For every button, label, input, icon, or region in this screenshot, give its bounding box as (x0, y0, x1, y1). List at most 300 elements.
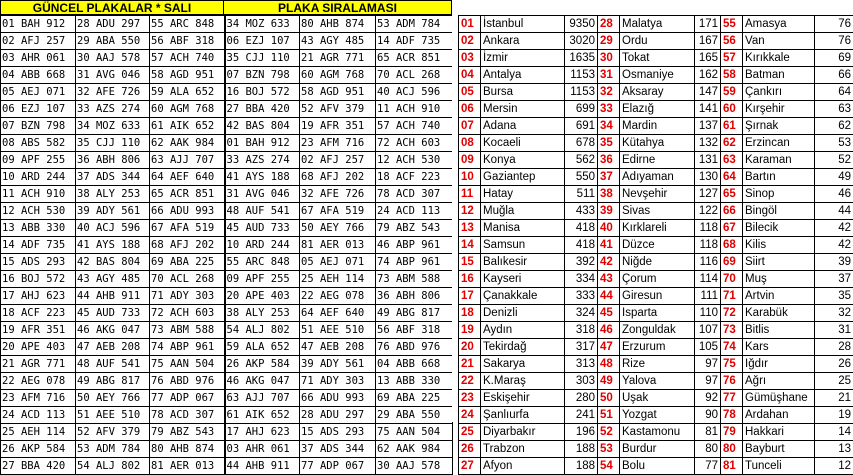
rank-number: 66 (721, 203, 743, 220)
plate-cell: 50 AEY 766 (300, 220, 376, 237)
city-name: Yalova (620, 373, 695, 390)
ranking-row (459, 33, 853, 50)
plate-count: 116 (695, 254, 721, 271)
city-name: Hakkari (743, 424, 815, 441)
ranking-row (459, 305, 853, 322)
plate-cell: 20 APE 403 (1, 339, 76, 356)
plate-count: 511 (565, 186, 598, 203)
rank-number: 52 (598, 424, 620, 441)
plate-count: 53 (815, 135, 853, 152)
plate-cell: 08 ABS 582 (1, 135, 76, 152)
plate-count: 699 (565, 101, 598, 118)
plate-cell: 07 BZN 798 (1, 118, 76, 135)
plate-count: 313 (565, 356, 598, 373)
plate-cell: 07 BZN 798 (225, 67, 300, 84)
city-name: Bursa (481, 84, 565, 101)
plate-cell: 51 AEE 510 (76, 407, 150, 424)
plate-cell: 58 AGD 951 (150, 67, 225, 84)
plate-cell: 13 ABB 330 (376, 373, 453, 390)
plate-cell: 13 ABB 330 (1, 220, 76, 237)
rank-number: 60 (721, 101, 743, 118)
rank-number: 63 (721, 152, 743, 169)
rank-number: 67 (721, 220, 743, 237)
city-name: Erzincan (743, 135, 815, 152)
city-name: Afyon (481, 458, 565, 475)
plate-cell: 72 ACH 603 (150, 305, 225, 322)
city-name: Siirt (743, 254, 815, 271)
rank-number: 27 (459, 458, 481, 475)
plate-cell: 45 AUD 733 (76, 305, 150, 322)
rank-number: 68 (721, 237, 743, 254)
plate-count: 141 (695, 101, 721, 118)
plate-cell: 74 ABP 961 (376, 254, 453, 271)
plate-count: 1635 (565, 50, 598, 67)
plate-row (1, 33, 453, 50)
rank-number: 73 (721, 322, 743, 339)
plate-cell: 71 ADY 303 (300, 373, 376, 390)
ranking-row (459, 271, 853, 288)
ranking-row (459, 441, 853, 458)
plate-cell: 19 AFR 351 (1, 322, 76, 339)
plate-cell: 11 ACH 910 (1, 186, 76, 203)
plate-count: 280 (565, 390, 598, 407)
plate-count: 62 (815, 118, 853, 135)
city-name: Ordu (620, 33, 695, 50)
city-name: Tekirdağ (481, 339, 565, 356)
rank-number: 47 (598, 339, 620, 356)
plate-count: 81 (695, 424, 721, 441)
plate-cell: 49 ABG 817 (376, 305, 453, 322)
plate-cell: 37 ADS 344 (76, 169, 150, 186)
plate-cell: 11 ACH 910 (376, 101, 453, 118)
city-name: Kastamonu (620, 424, 695, 441)
city-name: Diyarbakır (481, 424, 565, 441)
plate-cell: 53 ADM 784 (376, 16, 453, 33)
plate-cell: 39 ADY 561 (76, 203, 150, 220)
plate-cell: 43 AGY 485 (76, 271, 150, 288)
city-name: Kırşehir (743, 101, 815, 118)
plate-count: 691 (565, 118, 598, 135)
plate-cell: 73 ABM 588 (376, 271, 453, 288)
plate-count: 111 (695, 288, 721, 305)
city-name: Şırnak (743, 118, 815, 135)
plate-cell: 34 MOZ 633 (225, 16, 300, 33)
rank-number: 61 (721, 118, 743, 135)
plate-cell: 32 AFE 726 (76, 84, 150, 101)
city-name: Amasya (743, 16, 815, 33)
plate-count: 114 (695, 271, 721, 288)
plate-cell: 06 EZJ 107 (1, 101, 76, 118)
plate-row (1, 254, 453, 271)
rank-number: 10 (459, 169, 481, 186)
city-name: Aydın (481, 322, 565, 339)
plate-cell: 41 AYS 188 (76, 237, 150, 254)
rank-number: 36 (598, 152, 620, 169)
plate-row (1, 458, 453, 475)
plate-count: 76 (815, 33, 853, 50)
plate-cell: 48 AUF 541 (225, 203, 300, 220)
rank-number: 58 (721, 67, 743, 84)
rank-number: 62 (721, 135, 743, 152)
rank-number: 03 (459, 50, 481, 67)
plate-count: 131 (695, 152, 721, 169)
plate-cell: 74 ABP 961 (150, 339, 225, 356)
rank-number: 16 (459, 271, 481, 288)
ranking-row (459, 254, 853, 271)
city-name: Bayburt (743, 441, 815, 458)
plate-ranking-title: PLAKA SIRALAMASI (223, 0, 452, 15)
plate-count: 147 (695, 84, 721, 101)
plate-cell: 38 ALY 253 (76, 186, 150, 203)
city-name: Ardahan (743, 407, 815, 424)
plate-count: 26 (815, 356, 853, 373)
city-name: Ankara (481, 33, 565, 50)
plate-count: 14 (815, 424, 853, 441)
ranking-row (459, 390, 853, 407)
city-name: Eskişehir (481, 390, 565, 407)
plate-row (1, 135, 453, 152)
city-name: Kırıkkale (743, 50, 815, 67)
city-name: Tokat (620, 50, 695, 67)
plate-cell: 46 AKG 047 (225, 373, 300, 390)
plate-cell: 04 ABB 668 (376, 356, 453, 373)
rank-number: 41 (598, 237, 620, 254)
plate-count: 19 (815, 407, 853, 424)
rank-number: 33 (598, 101, 620, 118)
rank-number: 76 (721, 373, 743, 390)
plate-cell: 18 ACF 223 (376, 169, 453, 186)
rank-number: 22 (459, 373, 481, 390)
plate-count: 97 (695, 356, 721, 373)
rank-number: 09 (459, 152, 481, 169)
plate-cell: 04 ABB 668 (1, 67, 76, 84)
plate-row (1, 186, 453, 203)
rank-number: 43 (598, 271, 620, 288)
rank-number: 12 (459, 203, 481, 220)
ranking-row (459, 118, 853, 135)
rank-number: 05 (459, 84, 481, 101)
city-name: Balıkesir (481, 254, 565, 271)
city-name: Muğla (481, 203, 565, 220)
plate-cell: 72 ACH 603 (376, 135, 453, 152)
plate-cell: 64 AEF 640 (300, 305, 376, 322)
city-name: Iğdır (743, 356, 815, 373)
ranking-row (459, 356, 853, 373)
plate-count: 32 (815, 305, 853, 322)
plate-cell: 23 AFM 716 (300, 135, 376, 152)
city-name: Bilecik (743, 220, 815, 237)
plate-cell: 76 ABD 976 (376, 339, 453, 356)
rank-number: 78 (721, 407, 743, 424)
city-name: Kars (743, 339, 815, 356)
plate-count: 132 (695, 135, 721, 152)
plate-cell: 42 BAS 804 (76, 254, 150, 271)
plate-count: 333 (565, 288, 598, 305)
city-name: Kütahya (620, 135, 695, 152)
plate-row (1, 441, 453, 458)
plate-count: 334 (565, 271, 598, 288)
city-name: Kırklareli (620, 220, 695, 237)
rank-number: 02 (459, 33, 481, 50)
rank-number: 57 (721, 50, 743, 67)
plate-count: 678 (565, 135, 598, 152)
plate-cell: 61 AIK 652 (150, 118, 225, 135)
city-name: Çanakkale (481, 288, 565, 305)
ranking-row (459, 152, 853, 169)
plate-row (1, 67, 453, 84)
plate-count: 92 (695, 390, 721, 407)
plate-count: 162 (695, 67, 721, 84)
city-name: Bolu (620, 458, 695, 475)
plate-row (1, 220, 453, 237)
plate-cell: 24 ACD 113 (1, 407, 76, 424)
plate-row (1, 288, 453, 305)
rank-number: 28 (598, 16, 620, 33)
city-name: Elazığ (620, 101, 695, 118)
rank-number: 18 (459, 305, 481, 322)
city-name: K.Maraş (481, 373, 565, 390)
rank-number: 29 (598, 33, 620, 50)
rank-number: 23 (459, 390, 481, 407)
plate-count: 196 (565, 424, 598, 441)
plate-cell: 48 AUF 541 (76, 356, 150, 373)
rank-number: 20 (459, 339, 481, 356)
plate-row (1, 169, 453, 186)
city-name: İstanbul (481, 16, 565, 33)
plate-cell: 30 AAJ 578 (76, 50, 150, 67)
plate-count: 31 (815, 322, 853, 339)
plate-cell: 03 AHR 061 (1, 50, 76, 67)
plate-cell: 52 AFV 379 (300, 101, 376, 118)
plate-cell: 37 ADS 344 (300, 441, 376, 458)
city-name: Antalya (481, 67, 565, 84)
ranking-row (459, 67, 853, 84)
plate-cell: 77 ADP 067 (150, 390, 225, 407)
rank-number: 35 (598, 135, 620, 152)
plate-cell: 57 ACH 740 (150, 50, 225, 67)
plate-count: 118 (695, 220, 721, 237)
plate-cell: 02 AFJ 257 (300, 152, 376, 169)
plate-cell: 41 AYS 188 (225, 169, 300, 186)
plate-cell: 52 AFV 379 (76, 424, 150, 441)
rank-number: 19 (459, 322, 481, 339)
plate-count: 13 (815, 441, 853, 458)
plate-count: 28 (815, 339, 853, 356)
plate-cell: 66 ADU 993 (300, 390, 376, 407)
plate-row (1, 152, 453, 169)
plate-cell: 71 ADY 303 (150, 288, 225, 305)
plate-row (1, 356, 453, 373)
plate-cell: 70 ACL 268 (376, 67, 453, 84)
plate-cell: 31 AVG 046 (225, 186, 300, 203)
plate-cell: 27 BBA 420 (225, 101, 300, 118)
plate-row (1, 271, 453, 288)
plate-count: 318 (565, 322, 598, 339)
plate-cell: 16 BOJ 572 (1, 271, 76, 288)
ranking-row (459, 16, 853, 33)
plate-cell: 35 CJJ 110 (76, 135, 150, 152)
plate-row (1, 373, 453, 390)
plate-cell: 70 ACL 268 (150, 271, 225, 288)
rank-number: 49 (598, 373, 620, 390)
plate-cell: 05 AEJ 071 (1, 84, 76, 101)
plate-cell: 39 ADY 561 (300, 356, 376, 373)
rank-number: 40 (598, 220, 620, 237)
plate-cell: 20 APE 403 (225, 288, 300, 305)
city-name: Karabük (743, 305, 815, 322)
plate-cell: 65 ACR 851 (150, 186, 225, 203)
city-name: Kilis (743, 237, 815, 254)
rank-number: 01 (459, 16, 481, 33)
plate-cell: 56 ABF 318 (376, 322, 453, 339)
plate-cell: 35 CJJ 110 (225, 50, 300, 67)
plate-count: 44 (815, 203, 853, 220)
rank-number: 11 (459, 186, 481, 203)
plate-cell: 43 AGY 485 (300, 33, 376, 50)
plate-cell: 63 AJJ 707 (150, 152, 225, 169)
plate-cell: 79 ABZ 543 (376, 220, 453, 237)
plate-cell: 54 ALJ 802 (76, 458, 150, 475)
rank-number: 24 (459, 407, 481, 424)
city-name: Ağrı (743, 373, 815, 390)
plate-cell: 24 ACD 113 (376, 203, 453, 220)
plate-count: 42 (815, 237, 853, 254)
rank-number: 71 (721, 288, 743, 305)
plate-count: 52 (815, 152, 853, 169)
plate-cell: 36 ABH 806 (76, 152, 150, 169)
city-name: Osmaniye (620, 67, 695, 84)
city-name: Zonguldak (620, 322, 695, 339)
plate-cell: 51 AEE 510 (300, 322, 376, 339)
plate-cell: 69 ABA 225 (150, 254, 225, 271)
plate-count: 392 (565, 254, 598, 271)
plate-cell: 61 AIK 652 (225, 407, 300, 424)
plate-cell: 10 ARD 244 (1, 169, 76, 186)
plate-cell: 02 AFJ 257 (1, 33, 76, 50)
rank-number: 21 (459, 356, 481, 373)
rank-number: 69 (721, 254, 743, 271)
plate-cell: 12 ACH 530 (1, 203, 76, 220)
rank-number: 53 (598, 441, 620, 458)
plate-cell: 09 APF 255 (1, 152, 76, 169)
plate-row (1, 322, 453, 339)
rank-number: 50 (598, 390, 620, 407)
plate-count: 105 (695, 339, 721, 356)
plate-cell: 68 AFJ 202 (150, 237, 225, 254)
plate-count: 37 (815, 271, 853, 288)
plate-count: 418 (565, 237, 598, 254)
ranking-row (459, 322, 853, 339)
plate-cell: 30 AAJ 578 (376, 458, 453, 475)
plate-cell: 75 AAN 504 (376, 424, 453, 441)
city-name: Giresun (620, 288, 695, 305)
plate-cell: 67 AFA 519 (300, 203, 376, 220)
plate-count: 76 (815, 16, 853, 33)
plate-cell: 26 AKP 584 (225, 356, 300, 373)
plate-cell: 57 ACH 740 (376, 118, 453, 135)
city-name: Gaziantep (481, 169, 565, 186)
plate-cell: 21 AGR 771 (1, 356, 76, 373)
city-name: Sinop (743, 186, 815, 203)
rank-number: 75 (721, 356, 743, 373)
ranking-row (459, 424, 853, 441)
plate-cell: 34 MOZ 633 (76, 118, 150, 135)
ranking-row (459, 458, 853, 475)
city-name: Burdur (620, 441, 695, 458)
plate-count: 127 (695, 186, 721, 203)
rank-number: 56 (721, 33, 743, 50)
plate-count: 39 (815, 254, 853, 271)
plate-count: 303 (565, 373, 598, 390)
plate-count: 21 (815, 390, 853, 407)
city-name: Hatay (481, 186, 565, 203)
city-name: Şanlıurfa (481, 407, 565, 424)
city-name: Sivas (620, 203, 695, 220)
plate-row (1, 237, 453, 254)
city-name: Mardin (620, 118, 695, 135)
plate-row (1, 390, 453, 407)
city-name: Malatya (620, 16, 695, 33)
plate-row (1, 118, 453, 135)
city-name: Erzurum (620, 339, 695, 356)
plate-cell: 42 BAS 804 (225, 118, 300, 135)
city-name: İzmir (481, 50, 565, 67)
rank-number: 14 (459, 237, 481, 254)
city-name: Karaman (743, 152, 815, 169)
city-name: Sakarya (481, 356, 565, 373)
plate-list-panel (0, 0, 452, 422)
plate-cell: 45 AUD 733 (225, 220, 300, 237)
plate-count: 433 (565, 203, 598, 220)
plate-count: 130 (695, 169, 721, 186)
city-name: Aksaray (620, 84, 695, 101)
plate-cell: 23 AFM 716 (1, 390, 76, 407)
rank-number: 44 (598, 288, 620, 305)
plate-cell: 76 ABD 976 (150, 373, 225, 390)
plate-cell: 17 AHJ 623 (225, 424, 300, 441)
plate-cell: 17 AHJ 623 (1, 288, 76, 305)
plate-cell: 53 ADM 784 (76, 441, 150, 458)
plate-cell: 27 BBA 420 (1, 458, 76, 475)
rank-number: 54 (598, 458, 620, 475)
city-name: Kocaeli (481, 135, 565, 152)
rank-number: 38 (598, 186, 620, 203)
plate-cell: 40 ACJ 596 (376, 84, 453, 101)
city-name: Muş (743, 271, 815, 288)
plate-cell: 63 AJJ 707 (225, 390, 300, 407)
plate-cell: 22 AEG 078 (300, 288, 376, 305)
rank-number: 34 (598, 118, 620, 135)
ranking-row (459, 50, 853, 67)
rank-number: 72 (721, 305, 743, 322)
plate-cell: 80 AHB 874 (150, 441, 225, 458)
plate-count: 418 (565, 220, 598, 237)
plate-count: 3020 (565, 33, 598, 50)
plate-count: 188 (565, 441, 598, 458)
plate-cell: 59 ALA 652 (150, 84, 225, 101)
city-name: Yozgat (620, 407, 695, 424)
plate-cell: 05 AEJ 071 (300, 254, 376, 271)
city-name: Adana (481, 118, 565, 135)
rank-number: 74 (721, 339, 743, 356)
plate-cell: 26 AKP 584 (1, 441, 76, 458)
plate-count: 324 (565, 305, 598, 322)
plate-row (1, 339, 453, 356)
plate-cell: 36 ABH 806 (376, 288, 453, 305)
plate-count: 9350 (565, 16, 598, 33)
plate-cell: 62 AAK 984 (150, 135, 225, 152)
plate-count: 1153 (565, 67, 598, 84)
